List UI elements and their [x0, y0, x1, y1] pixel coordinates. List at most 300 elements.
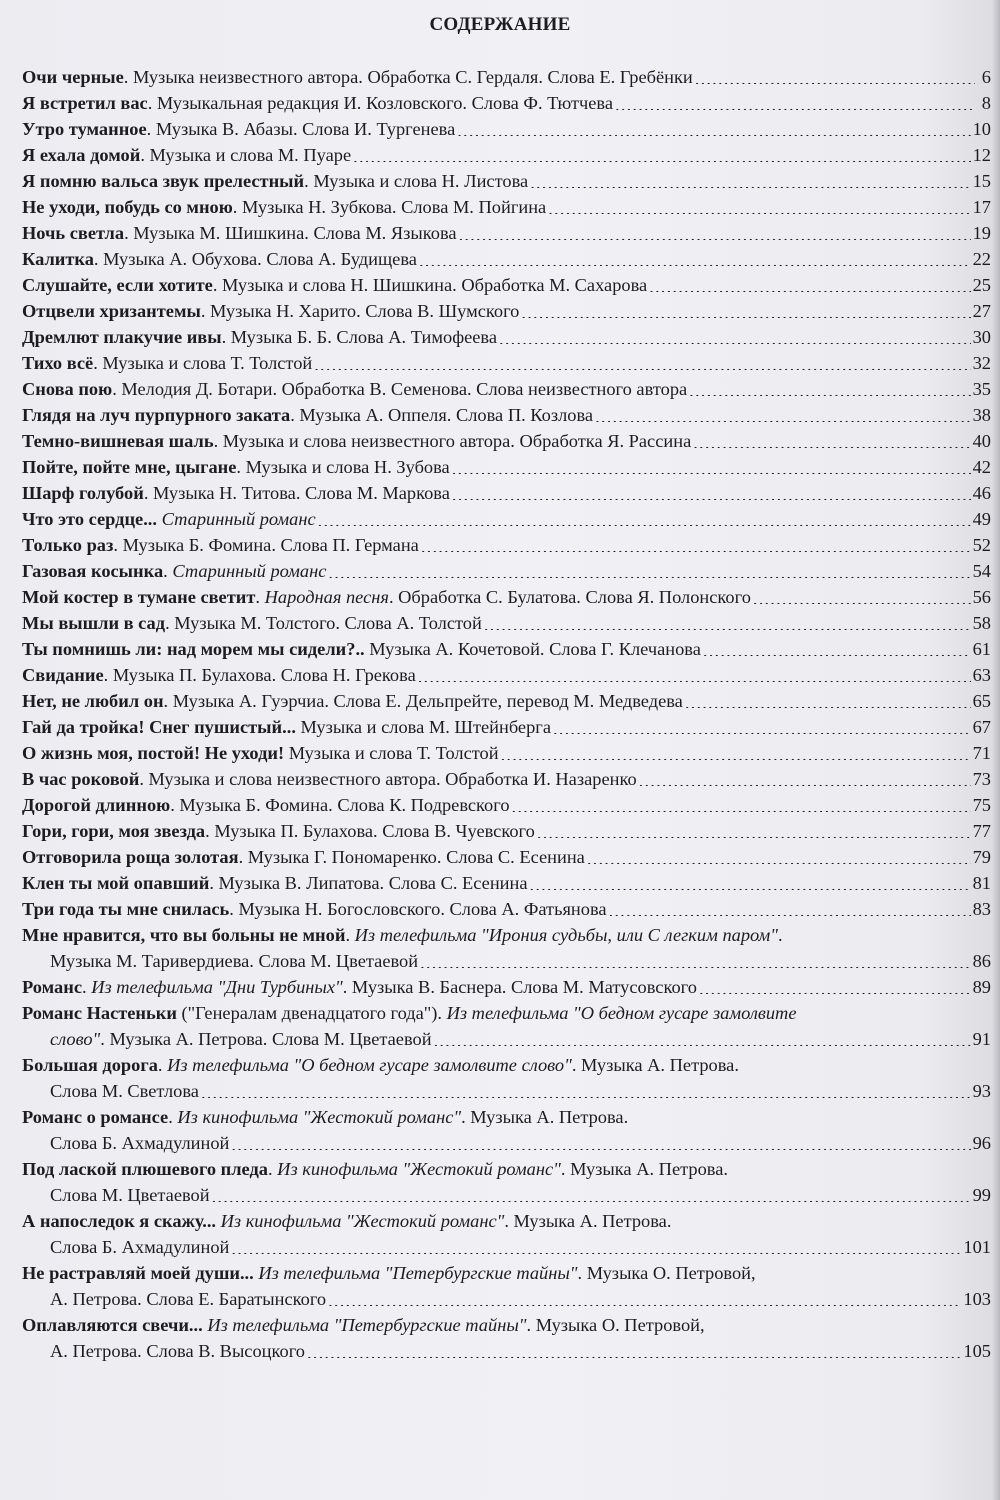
toc-entry	[22, 818, 991, 844]
dot-leader	[434, 1028, 971, 1046]
credits-text: Музыка А. Кочетовой. Слова Г. Клечанова	[364, 639, 701, 659]
credits-text: Слова М. Светлова	[50, 1081, 199, 1101]
toc-entry	[22, 532, 991, 558]
song-title: Слушайте, если хотите	[22, 275, 213, 295]
toc-entry-line	[22, 870, 991, 896]
toc-entry-text	[22, 480, 450, 506]
toc-entry	[22, 688, 991, 714]
toc-entry	[22, 1104, 991, 1156]
toc-entry	[22, 922, 991, 974]
credits-text: . Обработка С. Булатова. Слова Я. Полонского	[388, 587, 751, 607]
credits-text: .	[267, 1159, 278, 1179]
toc-entry-continuation	[22, 1026, 991, 1052]
song-title: Не уходи, побудь со мною	[22, 197, 233, 217]
song-title: Ночь светла	[22, 223, 125, 243]
toc-entry-text	[22, 246, 417, 272]
dot-leader	[530, 170, 970, 188]
song-title: Клен ты мой опавший	[22, 873, 210, 893]
toc-entry	[22, 584, 991, 610]
credits-text: .	[168, 1107, 178, 1127]
toc-entry	[22, 454, 991, 480]
credits-text: ("Генералам двенадцатого года").	[176, 1003, 447, 1023]
song-title: Я ехала домой	[22, 145, 141, 165]
page-number: 63	[972, 665, 991, 685]
toc-entry-line	[22, 1156, 991, 1182]
toc-entry-line	[22, 246, 991, 272]
dot-leader	[685, 690, 971, 708]
toc-entry	[22, 636, 991, 662]
toc-entry-line	[22, 610, 991, 636]
credits-text: . Музыка А. Петрова.	[461, 1107, 629, 1127]
song-title: Романс Настеньки	[22, 1003, 177, 1023]
toc-entry-text	[22, 532, 419, 558]
source-note: Старинный романс	[161, 509, 316, 529]
credits-text: . Музыка А. Петрова.	[560, 1159, 728, 1179]
toc-entry-text	[22, 402, 593, 428]
dot-leader	[521, 300, 970, 318]
page-number: 40	[972, 431, 991, 451]
page-number: 65	[972, 691, 991, 711]
page-number: 86	[972, 951, 991, 971]
page-number: 17	[972, 197, 991, 217]
credits-text: . Музыка и слова неизвестного автора. Обработка И. Назаренко	[139, 769, 637, 789]
song-title: Только раз	[22, 535, 114, 555]
toc-entry-text	[22, 1312, 705, 1338]
page-number: 71	[972, 743, 991, 763]
song-title: Я встретил вас	[22, 93, 148, 113]
toc-entry-line	[22, 1104, 991, 1130]
credits-text: .	[163, 561, 173, 581]
toc-entry	[22, 376, 991, 402]
dot-leader	[452, 456, 971, 474]
toc-entry-line	[22, 64, 991, 90]
toc-entry-line	[22, 844, 991, 870]
credits-text: Музыка М. Таривердиева. Слова М. Цветаевой	[50, 951, 419, 971]
credits-text: . Музыка Н. Титова. Слова М. Маркова	[143, 483, 450, 503]
toc-entry-line	[22, 1312, 991, 1338]
credits-text: . Музыка А. Оппеля. Слова П. Козлова	[290, 405, 594, 425]
toc-entry-text	[50, 1234, 229, 1260]
toc-entry	[22, 1000, 991, 1052]
toc-entry-text	[22, 662, 416, 688]
toc-entry-text	[22, 1208, 671, 1234]
credits-text: . Мелодия Д. Ботари. Обработка В. Семенова. Слова неизвестного автора	[112, 379, 688, 399]
toc-entry-text	[22, 194, 546, 220]
page-number: 30	[972, 327, 991, 347]
song-title: Дремлют плакучие ивы	[22, 327, 222, 347]
toc-entry	[22, 402, 991, 428]
toc-entry	[22, 168, 991, 194]
credits-text: . Музыка М. Шишкина. Слова М. Языкова	[124, 223, 457, 243]
toc-entry-text	[22, 428, 691, 454]
toc-entry	[22, 896, 991, 922]
toc-entry	[22, 740, 991, 766]
credits-text: . Музыка и слова Н. Шишкина. Обработка М. Сахарова	[212, 275, 648, 295]
toc-entry-text	[22, 298, 519, 324]
song-title: Нет, не любил он	[22, 691, 164, 711]
toc-entry	[22, 1312, 991, 1364]
dot-leader	[703, 638, 971, 656]
dot-leader	[689, 378, 970, 396]
song-title: Оплавляются свечи...	[22, 1315, 203, 1335]
credits-text: . Музыка А. Петрова. Слова М. Цветаевой	[100, 1029, 432, 1049]
toc-entry-text	[50, 1026, 432, 1052]
credits-text: . Музыка О. Петровой,	[526, 1315, 705, 1335]
toc-entry-line	[22, 1260, 991, 1286]
toc-entry	[22, 350, 991, 376]
dot-leader	[418, 664, 971, 682]
toc-entry-text	[22, 454, 450, 480]
page-number: 32	[972, 353, 991, 373]
credits-text: . Музыка А. Обухова. Слова А. Будищева	[93, 249, 417, 269]
song-title: Утро туманное	[22, 119, 147, 139]
toc-entry-line	[22, 298, 991, 324]
toc-entry	[22, 714, 991, 740]
credits-text: . Музыка Н. Харито. Слова В. Шумского	[200, 301, 520, 321]
credits-text: . Музыка О. Петровой,	[577, 1263, 756, 1283]
song-title: Пойте, пойте мне, цыгане	[22, 457, 237, 477]
toc-entry	[22, 974, 991, 1000]
credits-text: . Музыка А. Гуэрчиа. Слова Е. Дельпрейте, перевод М. Медведева	[163, 691, 683, 711]
song-title: Снова пою	[22, 379, 113, 399]
credits-text: Слова М. Цветаевой	[50, 1185, 210, 1205]
toc-entry-line	[22, 1208, 991, 1234]
toc-entry-line	[22, 688, 991, 714]
credits-text: . Музыкальная редакция И. Козловского. Слова Ф. Тютчева	[147, 93, 614, 113]
page-number: 8	[981, 93, 991, 113]
toc-entry-text	[22, 168, 528, 194]
dot-leader	[548, 196, 970, 214]
toc-entry	[22, 116, 991, 142]
page-number: 77	[972, 821, 991, 841]
toc-entry	[22, 194, 991, 220]
toc-entry-line	[22, 714, 991, 740]
dot-leader	[328, 560, 970, 578]
dot-leader	[201, 1080, 971, 1098]
toc-entry-text	[22, 766, 637, 792]
source-note: Из телефильма "О бедном гусаре замолвите слово"	[167, 1055, 572, 1075]
toc-entry-text	[22, 90, 613, 116]
credits-text: . Музыка Н. Богословского. Слова А. Фатьянова	[229, 899, 607, 919]
song-title: Что это сердце...	[22, 509, 158, 529]
toc-entry-text	[22, 792, 510, 818]
page-number: 46	[972, 483, 991, 503]
dot-leader	[328, 1288, 961, 1306]
toc-entry-continuation	[22, 1338, 991, 1364]
toc-entry-text	[22, 376, 687, 402]
toc-entry	[22, 662, 991, 688]
dot-leader	[649, 274, 970, 292]
song-title: Три года ты мне снилась	[22, 899, 230, 919]
toc-entry-line	[22, 636, 991, 662]
toc-entry-text	[22, 740, 499, 766]
dot-leader	[420, 950, 971, 968]
credits-text: . Музыка неизвестного автора. Обработка С. Гердаля. Слова Е. Гребёнки	[123, 67, 693, 87]
toc-entry-text	[22, 272, 647, 298]
toc-entry-text	[22, 324, 497, 350]
toc-entry-text	[50, 1286, 326, 1312]
toc-entry-text	[50, 1130, 229, 1156]
toc-entry-text	[22, 558, 326, 584]
dot-leader	[501, 742, 971, 760]
song-title: Гори, гори, моя звезда	[22, 821, 206, 841]
dot-leader	[530, 872, 971, 890]
credits-text: Слова Б. Ахмадулиной	[50, 1133, 230, 1153]
page-number: 83	[972, 899, 991, 919]
song-title: Большая дорога	[22, 1055, 158, 1075]
song-title: Шарф голубой	[22, 483, 144, 503]
song-title: Мой костер в тумане светит	[22, 587, 256, 607]
credits-text: . Музыка и слова Н. Листова	[304, 171, 529, 191]
song-title: Свидание	[22, 665, 104, 685]
song-title: Под лаской плюшевого пледа	[22, 1159, 268, 1179]
credits-text: . Музыка Б. Б. Слова А. Тимофеева	[221, 327, 498, 347]
toc-entry-text	[22, 584, 751, 610]
toc-entry-continuation	[22, 1286, 991, 1312]
page-number: 49	[972, 509, 991, 529]
toc-entry-line	[22, 974, 991, 1000]
toc-entry-text	[22, 506, 316, 532]
toc-entry-text	[50, 1338, 305, 1364]
toc-entry	[22, 558, 991, 584]
page-number: 91	[972, 1029, 991, 1049]
toc-entry-text	[22, 142, 351, 168]
toc-entry-text	[22, 64, 693, 90]
page-number: 52	[972, 535, 991, 555]
dot-leader	[353, 144, 970, 162]
page-number: 67	[972, 717, 991, 737]
credits-text: .	[81, 977, 92, 997]
song-title: Я помню вальса звук прелестный	[22, 171, 305, 191]
toc-entry-continuation	[22, 1234, 991, 1260]
toc-entry-text	[22, 1260, 756, 1286]
page-number: 81	[972, 873, 991, 893]
song-title: Ты помнишь ли: над морем мы сидели?..	[22, 639, 365, 659]
toc-entry	[22, 324, 991, 350]
toc-entry	[22, 1052, 991, 1104]
dot-leader	[693, 430, 970, 448]
dot-leader	[419, 248, 971, 266]
toc-entry-line	[22, 740, 991, 766]
dot-leader	[318, 508, 971, 526]
source-note: Из телефильма "Дни Турбиных"	[91, 977, 343, 997]
dot-leader	[639, 768, 971, 786]
toc-entry-text	[22, 1156, 728, 1182]
toc-entry	[22, 480, 991, 506]
credits-text: .	[777, 925, 783, 945]
dot-leader	[553, 716, 971, 734]
source-note: Из телефильма "О бедном гусаре замолвите	[446, 1003, 797, 1023]
toc-entry-line	[22, 350, 991, 376]
source-note: Из телефильма "Петербургские тайны"	[207, 1315, 527, 1335]
page-edge-shadow	[992, 0, 1000, 1500]
page-number: 96	[972, 1133, 991, 1153]
dot-leader	[484, 612, 971, 630]
page-number: 25	[972, 275, 991, 295]
toc-entry	[22, 506, 991, 532]
toc-entry-line	[22, 376, 991, 402]
page-number: 6	[981, 67, 991, 87]
toc-entry-line	[22, 792, 991, 818]
page-number: 89	[972, 977, 991, 997]
page-number: 79	[972, 847, 991, 867]
page-number: 10	[972, 119, 991, 139]
toc-entry-text	[22, 220, 457, 246]
credits-text: . Музыка Г. Пономаренко. Слова С. Есенина	[238, 847, 585, 867]
song-title: Отговорила роща золотая	[22, 847, 239, 867]
song-title: Темно-вишневая шаль	[22, 431, 214, 451]
song-title: Гай да тройка! Снег пушистый...	[22, 717, 296, 737]
credits-text: А. Петрова. Слова В. Высоцкого	[50, 1341, 305, 1361]
toc-entry-continuation	[22, 1078, 991, 1104]
credits-text: . Музыка Б. Фомина. Слова П. Германа	[113, 535, 419, 555]
song-title: Мы вышли в сад	[22, 613, 166, 633]
toc-entry-line	[22, 428, 991, 454]
dot-leader	[587, 846, 971, 864]
credits-text: . Музыка и слова неизвестного автора. Обработка Я. Рассина	[213, 431, 692, 451]
dot-leader	[615, 92, 975, 110]
song-title: О жизнь моя, постой! Не уходи!	[22, 743, 285, 763]
song-title: Дорогой длинною	[22, 795, 171, 815]
credits-text: . Музыка В. Липатова. Слова С. Есенина	[209, 873, 528, 893]
song-title: Глядя на луч пурпурного заката	[22, 405, 291, 425]
source-note: Из кинофильма "Жестокий романс"	[277, 1159, 561, 1179]
credits-text: . Музыка В. Абазы. Слова И. Тургенева	[146, 119, 456, 139]
toc-entry-text	[22, 1052, 739, 1078]
page-number: 105	[963, 1341, 991, 1361]
toc-entry-text	[22, 1104, 628, 1130]
toc-entry	[22, 1156, 991, 1208]
toc-entry	[22, 610, 991, 636]
toc-entry-line	[22, 532, 991, 558]
dot-leader	[421, 534, 971, 552]
toc-entry-text	[22, 896, 607, 922]
dot-leader	[595, 404, 971, 422]
song-title: В час роковой	[22, 769, 140, 789]
page-number: 35	[972, 379, 991, 399]
toc-entry	[22, 246, 991, 272]
toc-entry-line	[22, 584, 991, 610]
toc-entry	[22, 64, 991, 90]
page-number: 38	[972, 405, 991, 425]
toc-entry-line	[22, 454, 991, 480]
dot-leader	[212, 1184, 971, 1202]
toc-entry-line	[22, 896, 991, 922]
toc-entry-line	[22, 818, 991, 844]
page-number: 22	[972, 249, 991, 269]
credits-text: . Музыка М. Толстого. Слова А. Толстой	[165, 613, 482, 633]
toc-entry-line	[22, 168, 991, 194]
page-number: 99	[972, 1185, 991, 1205]
toc-entry	[22, 844, 991, 870]
page-number: 93	[972, 1081, 991, 1101]
dot-leader	[537, 820, 971, 838]
toc-entry-text	[22, 922, 783, 948]
dot-leader	[695, 66, 975, 84]
source-note: слово"	[50, 1029, 101, 1049]
song-title: Отцвели хризантемы	[22, 301, 201, 321]
song-title: Мне нравится, что вы больны не мной	[22, 925, 346, 945]
toc-entry	[22, 766, 991, 792]
toc-entry	[22, 1208, 991, 1260]
source-note: Народная песня	[264, 587, 389, 607]
credits-text: . Музыка П. Булахова. Слова В. Чуевского	[205, 821, 535, 841]
page-title: СОДЕРЖАНИЕ	[429, 14, 571, 35]
toc-entry-line	[22, 116, 991, 142]
dot-leader	[452, 482, 971, 500]
toc-entry	[22, 220, 991, 246]
page-number: 58	[972, 613, 991, 633]
page-number: 103	[963, 1289, 991, 1309]
song-title: Газовая косынка	[22, 561, 164, 581]
toc-entry-text	[22, 844, 585, 870]
dot-leader	[459, 222, 971, 240]
toc-entry	[22, 428, 991, 454]
toc-entry-line	[22, 90, 991, 116]
toc-entry-text	[22, 116, 455, 142]
song-title: Калитка	[22, 249, 94, 269]
dot-leader	[314, 352, 970, 370]
credits-text: Музыка и слова Т. Толстой	[284, 743, 499, 763]
dot-leader	[753, 586, 971, 604]
credits-text: Музыка и слова М. Штейнберга	[295, 717, 551, 737]
toc-entry	[22, 298, 991, 324]
dot-leader	[231, 1132, 970, 1150]
credits-text: . Музыка А. Петрова.	[504, 1211, 672, 1231]
page-number: 56	[972, 587, 991, 607]
credits-text: .	[157, 1055, 168, 1075]
source-note: Из телефильма "Ирония судьбы, или С легким паром"	[354, 925, 778, 945]
page-number: 75	[972, 795, 991, 815]
toc-entry-line	[22, 506, 991, 532]
toc-entry-continuation	[22, 1182, 991, 1208]
song-title: Не растравляй моей души...	[22, 1263, 254, 1283]
credits-text: Слова Б. Ахмадулиной	[50, 1237, 230, 1257]
toc-entry	[22, 142, 991, 168]
toc-entry-text	[22, 1000, 797, 1026]
credits-text: . Музыка А. Петрова.	[571, 1055, 739, 1075]
toc-entry-line	[22, 272, 991, 298]
song-title: Романс	[22, 977, 82, 997]
toc-entry-text	[22, 714, 551, 740]
toc-entry	[22, 870, 991, 896]
toc-entry-line	[22, 220, 991, 246]
credits-text: . Музыка и слова Т. Толстой	[93, 353, 313, 373]
dot-leader	[499, 326, 971, 344]
dot-leader	[512, 794, 971, 812]
toc-entry-text	[50, 1182, 210, 1208]
song-title: А напоследок я скажу...	[22, 1211, 217, 1231]
source-note: Старинный романс	[172, 561, 327, 581]
toc-entry	[22, 1260, 991, 1312]
dot-leader	[307, 1340, 961, 1358]
toc-entry-text	[22, 688, 683, 714]
source-note: Из телефильма "Петербургские тайны"	[258, 1263, 578, 1283]
toc-entry-line	[22, 142, 991, 168]
toc-entry-continuation	[22, 1130, 991, 1156]
credits-text: . Музыка Б. Фомина. Слова К. Подревского	[170, 795, 510, 815]
dot-leader	[609, 898, 971, 916]
toc-entry-continuation	[22, 948, 991, 974]
table-of-contents	[22, 64, 991, 1364]
toc-entry-text	[22, 974, 697, 1000]
credits-text: .	[255, 587, 265, 607]
credits-text: . Музыка В. Баснера. Слова М. Матусовского	[342, 977, 697, 997]
page-number: 15	[972, 171, 991, 191]
toc-entry-line	[22, 558, 991, 584]
toc-entry-text	[22, 636, 701, 662]
page-number: 73	[972, 769, 991, 789]
